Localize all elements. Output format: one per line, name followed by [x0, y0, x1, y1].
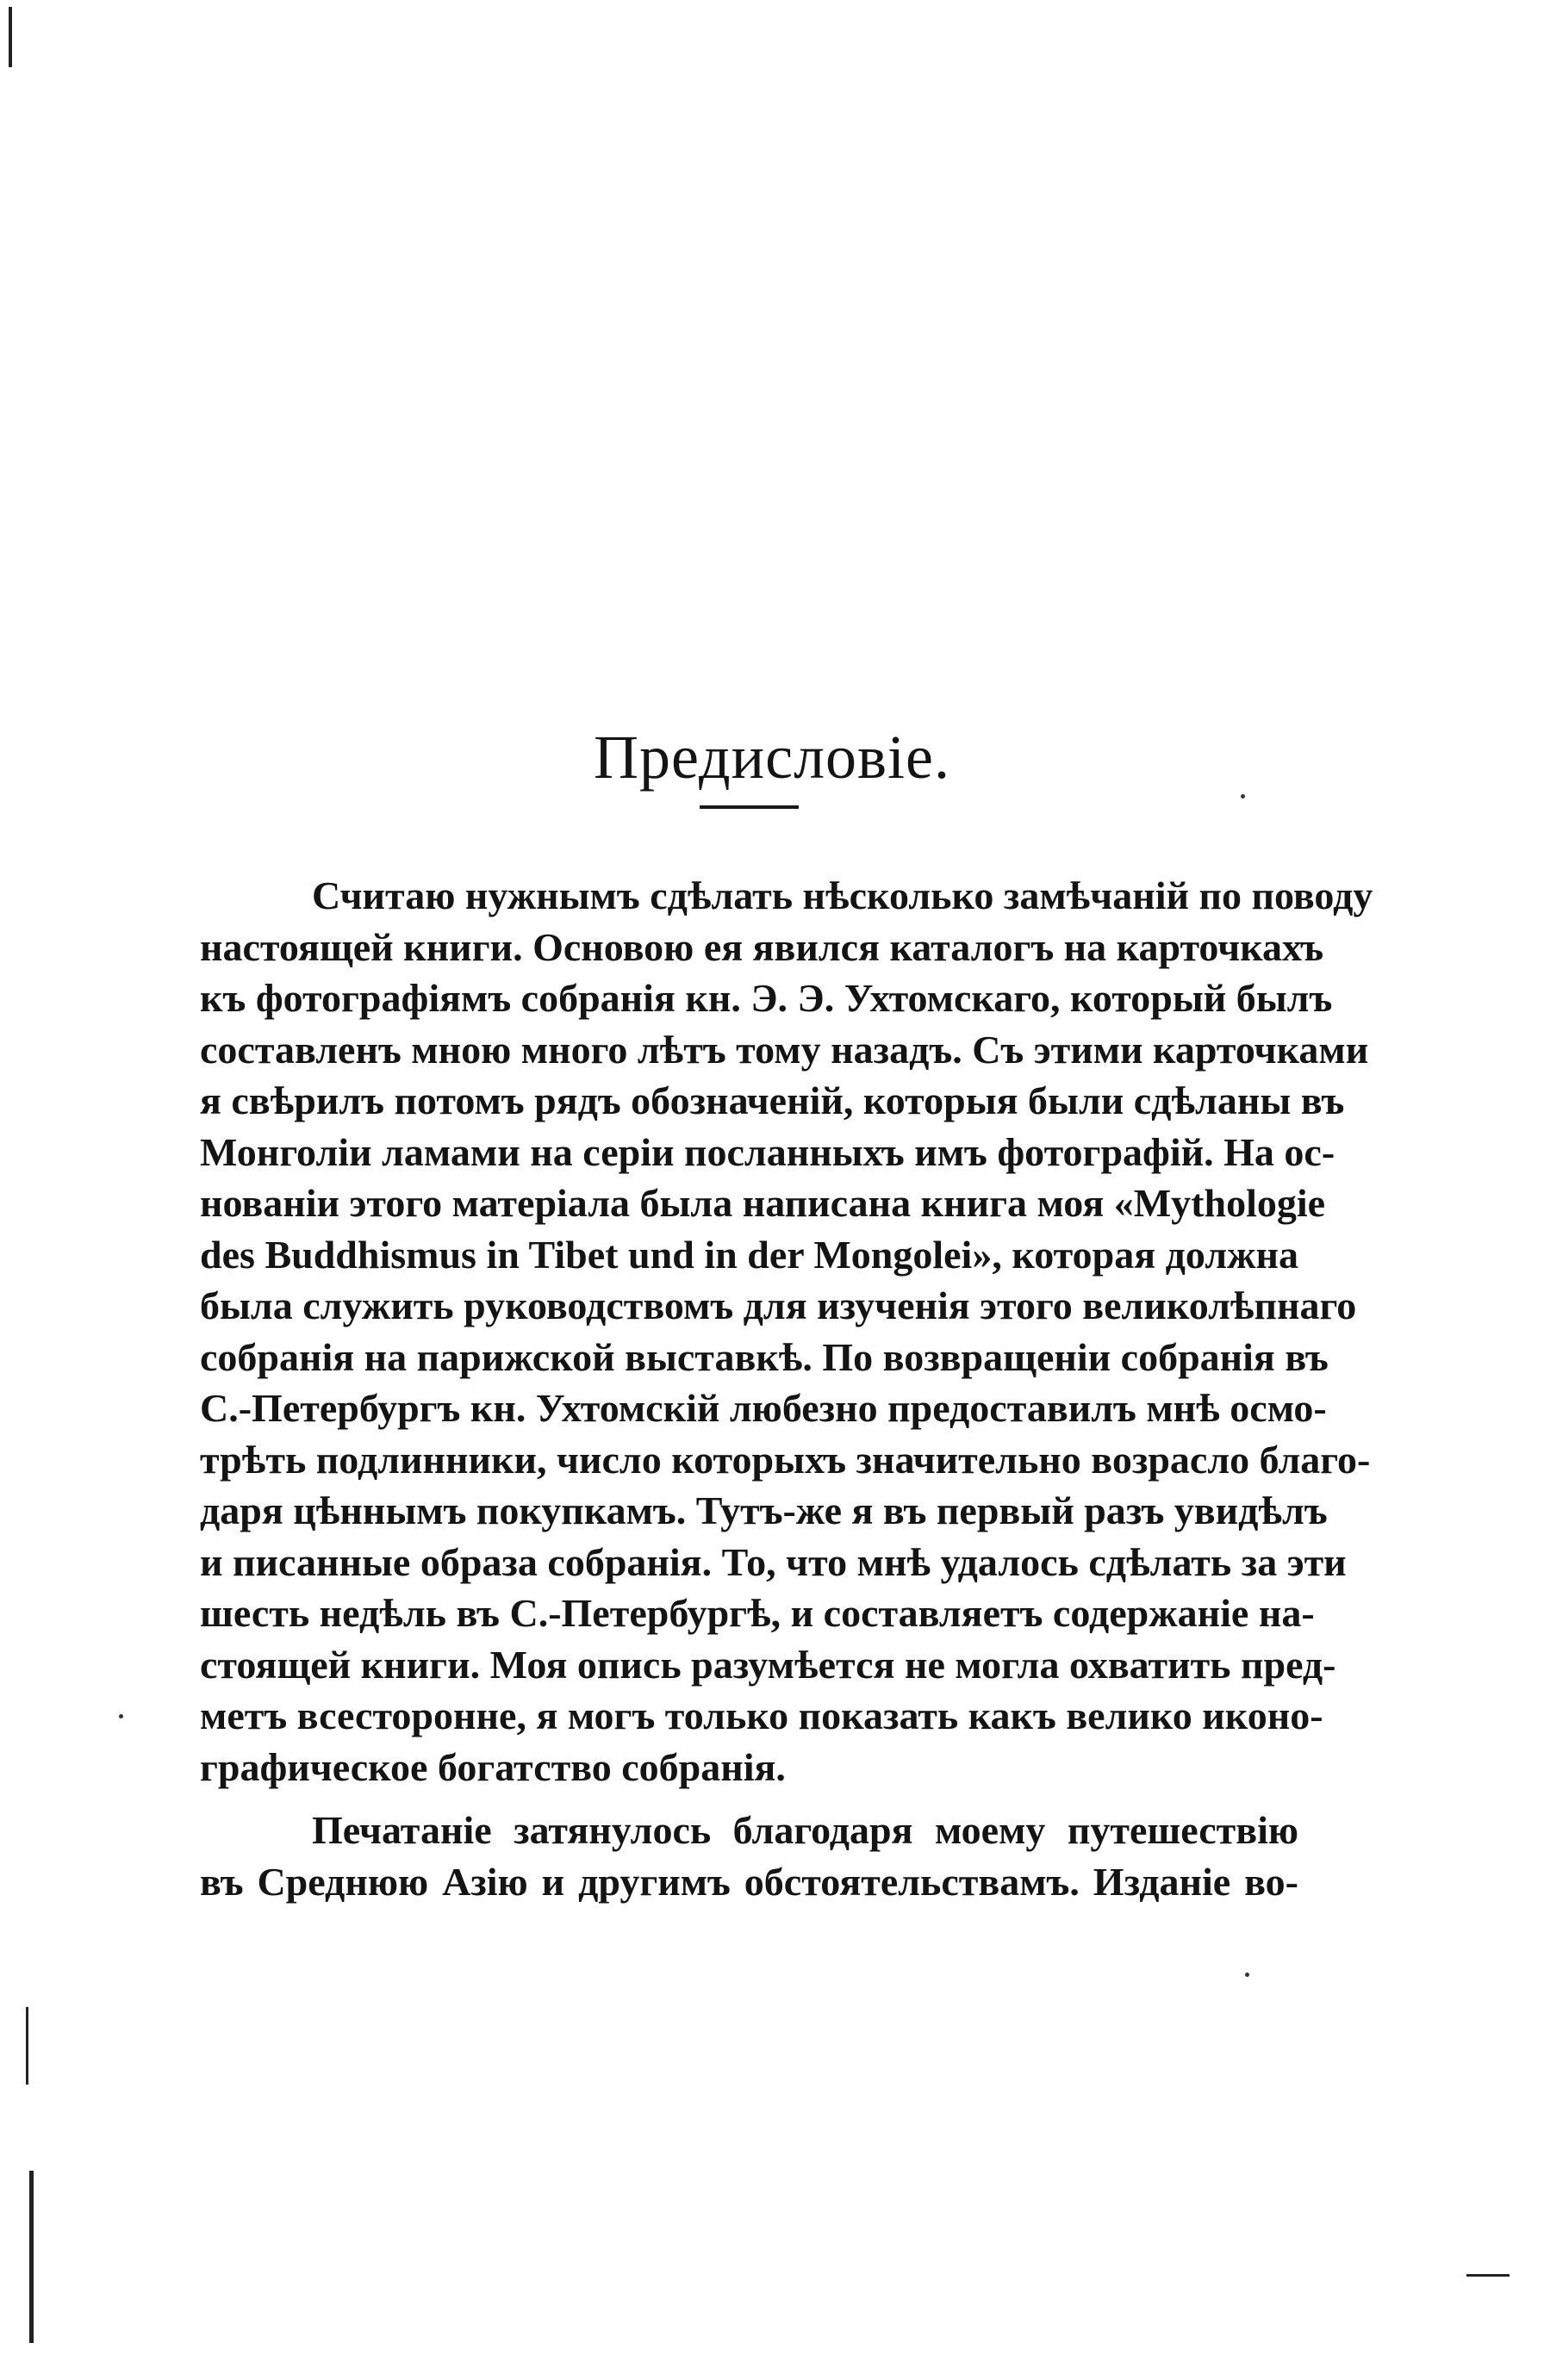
paragraph-2 — [200, 1805, 1298, 1907]
body-text — [200, 870, 1373, 1907]
scan-speck — [119, 1714, 123, 1718]
text-line: Печатаніе затянулось благодаря моему путешествію — [312, 1808, 1298, 1852]
scan-corner-mark — [1466, 2274, 1510, 2277]
text-line: въ Среднюю Азію и другимъ обстоятельствамъ. Изданіе во- — [200, 1859, 1298, 1904]
text-line: была служить руководствомъ для изученія этого великолѣпнаго — [200, 1283, 1357, 1327]
text-line: даря цѣннымъ покупкамъ. Тутъ-же я въ первый разъ увидѣлъ — [200, 1488, 1328, 1532]
scan-edge-mark-lower — [26, 2007, 28, 2085]
scan-edge-mark-bottom — [29, 2171, 34, 2343]
text-line: шесть недѣль въ С.-Петербургѣ, и составляетъ содержаніе на- — [200, 1591, 1315, 1635]
scan-speck — [1241, 794, 1245, 799]
text-line: des Buddhismus in Tibet und in der Mongolei», которая должна — [200, 1232, 1298, 1277]
scan-speck — [1245, 1973, 1249, 1977]
text-line: нованіи этого матеріала была написана книга моя «Mythologie — [200, 1181, 1326, 1225]
text-line: метъ всесторонне, я могъ только показать какъ велико иконо- — [200, 1693, 1323, 1737]
text-line: С.-Петербургъ кн. Ухтомскій любезно предоставилъ мнѣ осмо- — [200, 1386, 1327, 1430]
text-line: и писанные образа собранія. То, что мнѣ удалось сдѣлать за эти — [200, 1539, 1347, 1584]
page-title: Предисловіе. — [593, 723, 950, 792]
paragraph-1 — [200, 870, 1373, 1793]
text-line: составленъ мною много лѣтъ тому назадъ. Съ этими карточками — [200, 1027, 1369, 1072]
scan-edge-mark-top — [9, 7, 12, 67]
text-line: графическое богатство собранія. — [200, 1744, 786, 1789]
text-line: Монголіи ламами на серіи посланныхъ имъ фотографій. На ос- — [200, 1129, 1335, 1174]
text-line: трѣть подлинники, число которыхъ значительно возрасло благо- — [200, 1437, 1371, 1482]
text-line: стоящей книги. Моя опись разумѣется не могла охватить пред- — [200, 1642, 1336, 1687]
text-line: я свѣрилъ потомъ рядъ обозначеній, которыя были сдѣланы въ — [200, 1078, 1345, 1122]
text-line: собранія на парижской выставкѣ. По возвращеніи собранія въ — [200, 1334, 1329, 1379]
text-line: настоящей книги. Основою ея явился каталогъ на карточкахъ — [200, 924, 1324, 969]
title-rule — [700, 805, 799, 809]
text-line: Считаю нужнымъ сдѣлать нѣсколько замѣчаній по поводу — [312, 873, 1373, 917]
text-line: къ фотографіямъ собранія кн. Э. Э. Ухтомскаго, который былъ — [200, 976, 1333, 1020]
